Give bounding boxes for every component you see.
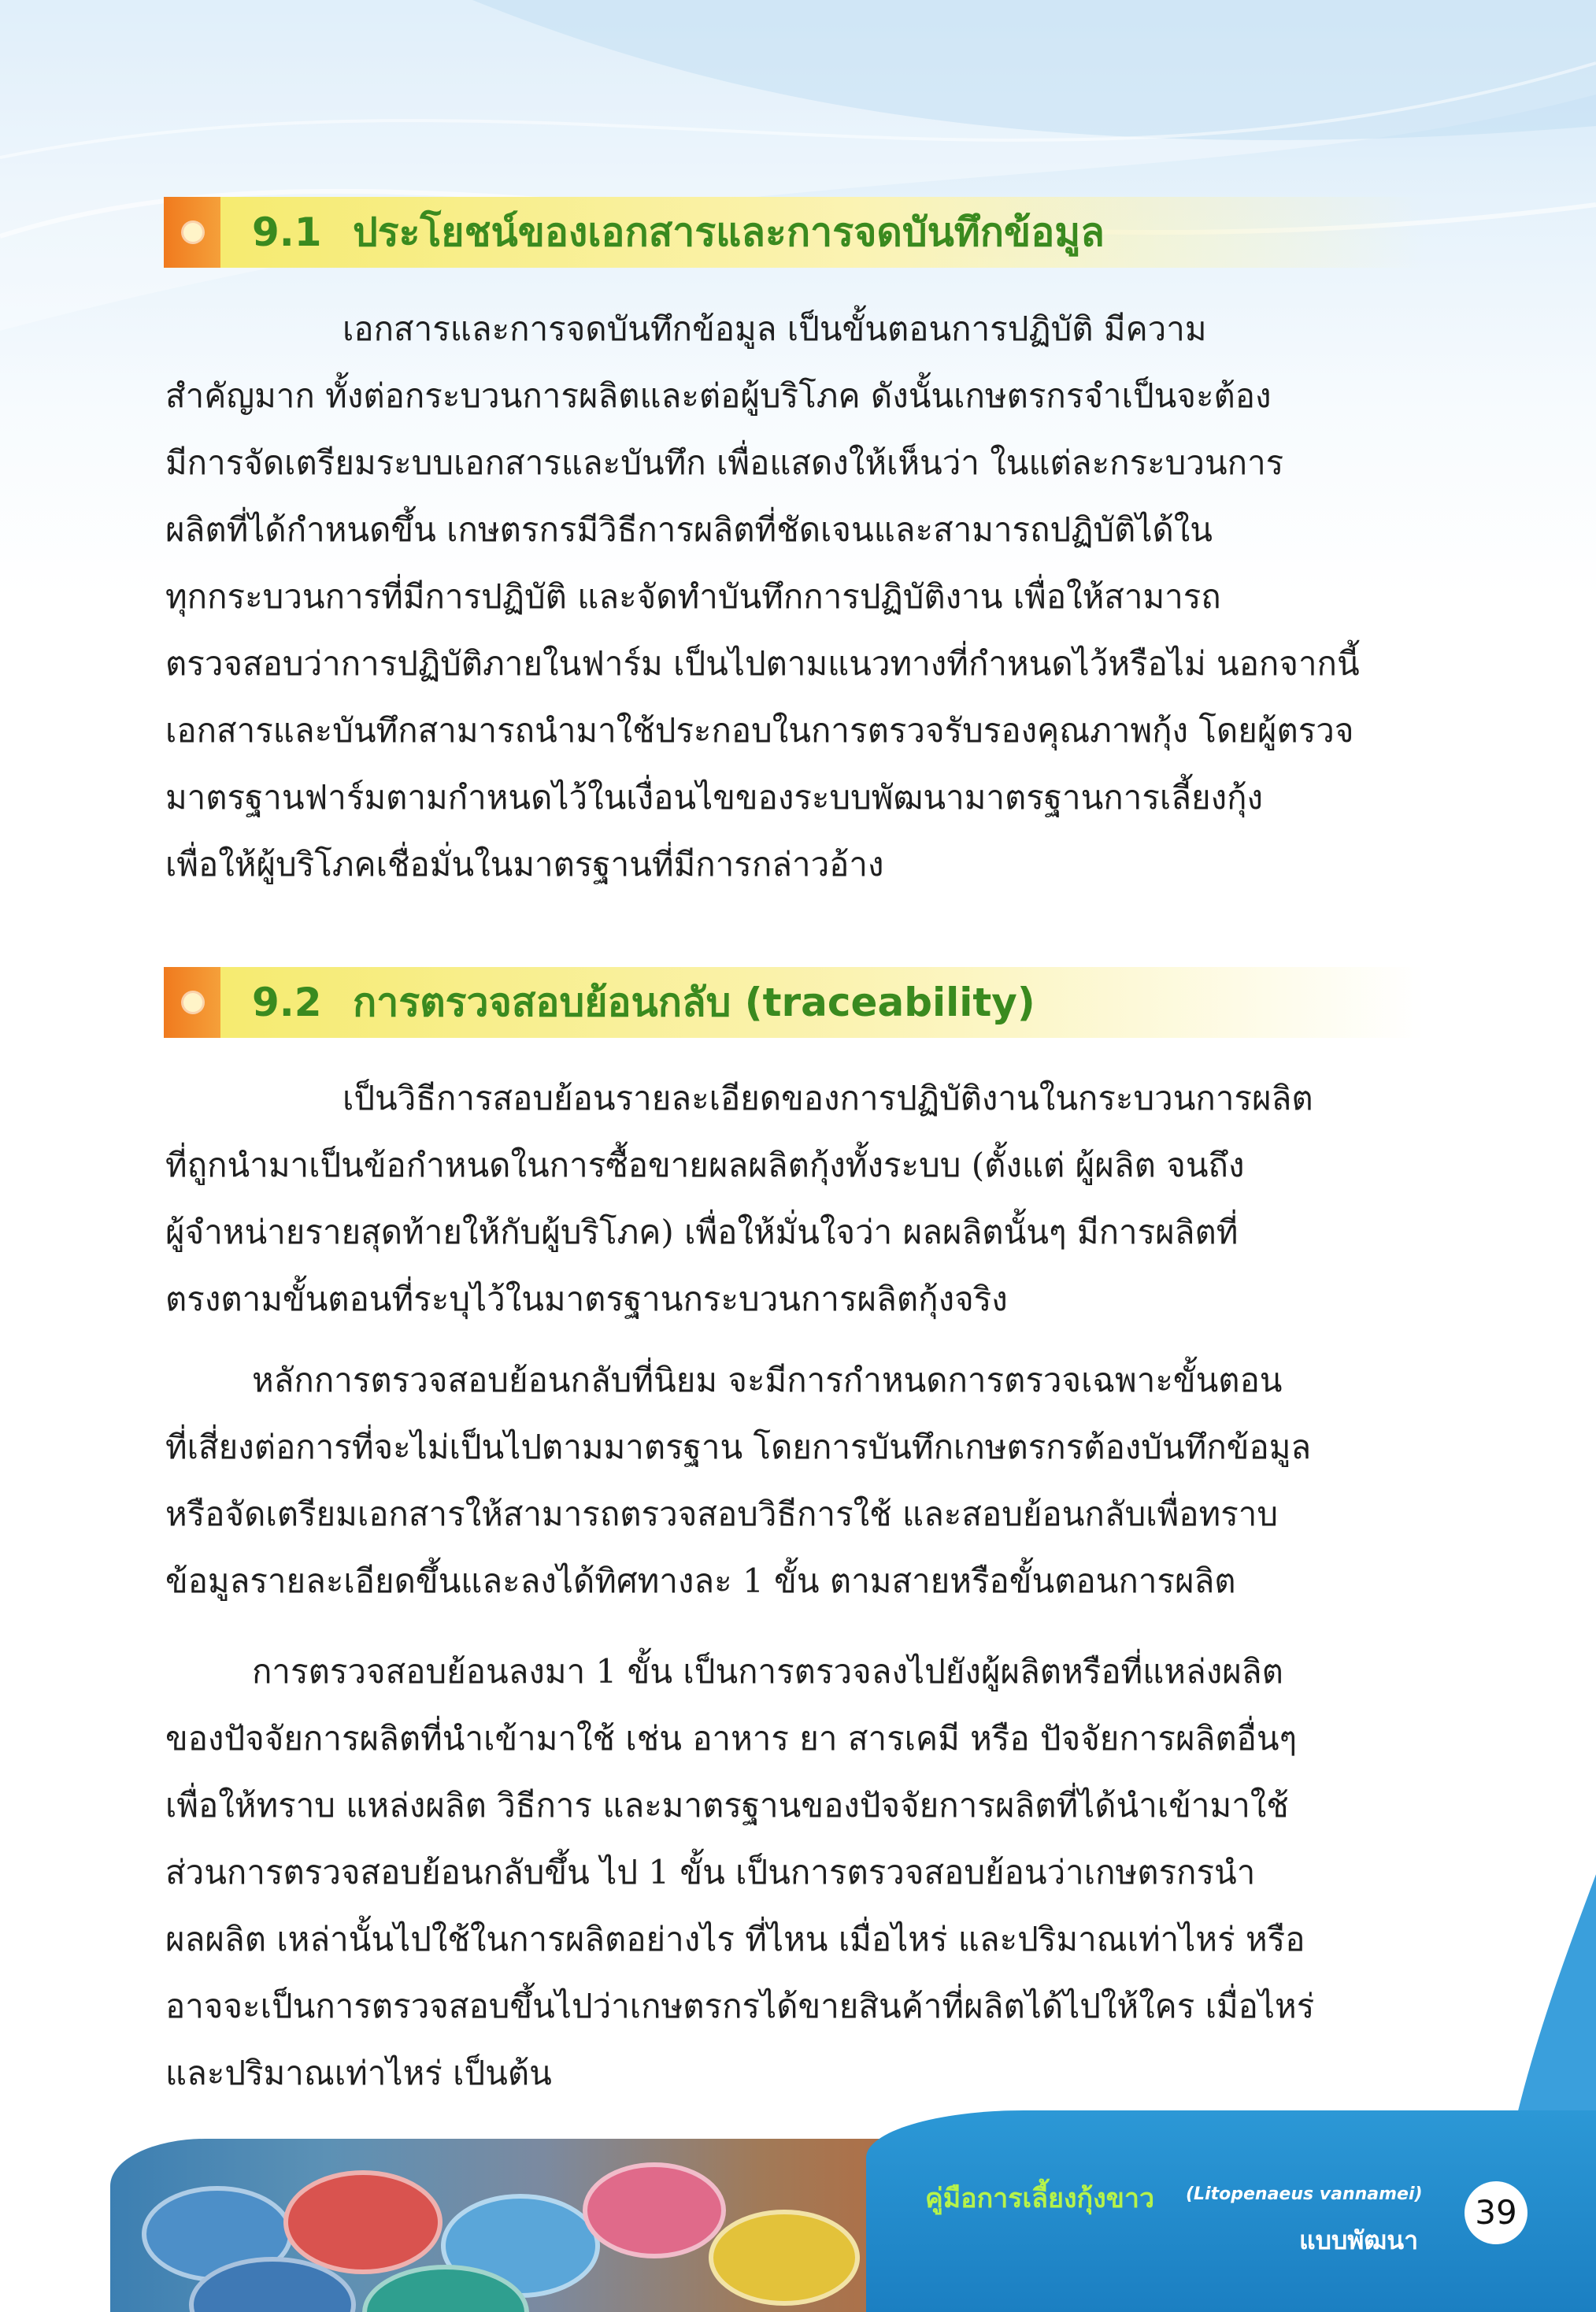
- text-line: ผู้จำหน่ายรายสุดท้ายให้กับผู้บริโภค) เพื่อให้มั่นใจว่า ผลผลิตนั้นๆ มีการผลิตที่: [165, 1213, 1239, 1251]
- text-line: ของปัจจัยการผลิตที่นำเข้ามาใช้ เช่น อาหาร ยา สารเคมี หรือ ปัจจัยการผลิตอื่นๆ: [165, 1719, 1298, 1758]
- section-title: การตรวจสอบย้อนกลับ (traceability): [353, 980, 1035, 1025]
- text-line: มาตรฐานฟาร์มตามกำหนดไว้ในเงื่อนไขของระบบพัฒนามาตรฐานการเลี้ยงกุ้ง: [165, 778, 1264, 817]
- page-number: 39: [1465, 2181, 1527, 2244]
- text-line: เพื่อให้ผู้บริโภคเชื่อมั่นในมาตรฐานที่มีการกล่าวอ้าง: [165, 845, 884, 884]
- page-footer: [0, 2110, 1596, 2312]
- text-line: ที่เสี่ยงต่อการที่จะไม่เป็นไปตามมาตรฐาน โดยการบันทึกเกษตรกรต้องบันทึกข้อมูล: [165, 1428, 1312, 1466]
- text-line: มีการจัดเตรียมระบบเอกสารและบันทึก เพื่อแสดงให้เห็นว่า ในแต่ละกระบวนการ: [165, 443, 1284, 482]
- text-line: และปริมาณเท่าไหร่ เป็นต้น: [165, 2054, 552, 2092]
- text-line: เอกสารและการจดบันทึกข้อมูล เป็นขั้นตอนการปฏิบัติ มีความ: [343, 309, 1207, 348]
- text-line: สำคัญมาก ทั้งต่อกระบวนการผลิตและต่อผู้บริโภค ดังนั้นเกษตรกรจำเป็นจะต้อง: [165, 376, 1272, 415]
- text-line: ที่ถูกนำมาเป็นข้อกำหนดในการซื้อขายผลผลิตกุ้งทั้งระบบ (ตั้งแต่ ผู้ผลิต จนถึง: [165, 1146, 1245, 1184]
- species-latin-name: (Litopenaeus vannamei): [1186, 2184, 1423, 2204]
- text-line: ผลิตที่ได้กำหนดขึ้น เกษตรกรมีวิธีการผลิตที่ชัดเจนและสามารถปฏิบัติได้ใน: [165, 510, 1213, 549]
- text-line: ข้อมูลรายละเอียดขึ้นและลงได้ทิศทางละ 1 ขั้น ตามสายหรือขั้นตอนการผลิต: [165, 1562, 1236, 1600]
- text-line: หลักการตรวจสอบย้อนกลับที่นิยม จะมีการกำหนดการตรวจเฉพาะขั้นตอน: [252, 1361, 1283, 1399]
- section-2-paragraph-3: [165, 1638, 1441, 2106]
- text-line: ทุกกระบวนการที่มีการปฏิบัติ และจัดทำบันทึกการปฏิบัติงาน เพื่อให้สามารถ: [165, 577, 1221, 616]
- text-line: เพื่อให้ทราบ แหล่งผลิต วิธีการ และมาตรฐานของปัจจัยการผลิตที่ได้นำเข้ามาใช้: [165, 1786, 1289, 1825]
- shrimp-basket-photo: [110, 2139, 976, 2312]
- section-header-9-1: [164, 197, 1424, 268]
- book-subtitle: แบบพัฒนา: [1299, 2225, 1419, 2255]
- section-2-paragraph-2: [165, 1347, 1441, 1614]
- bullet-dot-icon: [183, 223, 202, 242]
- section-title: ประโยชน์ของเอกสารและการจดบันทึกข้อมูล: [353, 209, 1105, 255]
- section-number: 9.2: [252, 980, 322, 1025]
- text-line: เอกสารและบันทึกสามารถนำมาใช้ประกอบในการตรวจรับรองคุณภาพกุ้ง โดยผู้ตรวจ: [165, 711, 1354, 750]
- text-line: ส่วนการตรวจสอบย้อนกลับขึ้น ไป 1 ขั้น เป็นการตรวจสอบย้อนว่าเกษตรกรนำ: [165, 1853, 1256, 1891]
- text-line: เป็นวิธีการสอบย้อนรายละเอียดของการปฏิบัติงานในกระบวนการผลิต: [343, 1079, 1313, 1117]
- text-line: การตรวจสอบย้อนลงมา 1 ขั้น เป็นการตรวจลงไปยังผู้ผลิตหรือที่แหล่งผลิต: [252, 1652, 1283, 1691]
- section-1-paragraph: [165, 295, 1441, 898]
- text-line: ตรวจสอบว่าการปฏิบัติภายในฟาร์ม เป็นไปตามแนวทางที่กำหนดไว้หรือไม่ นอกจากนี้: [165, 644, 1360, 683]
- text-line: ผลผลิต เหล่านั้นไปใช้ในการผลิตอย่างไร ที่ไหน เมื่อไหร่ และปริมาณเท่าไหร่ หรือ: [165, 1920, 1305, 1958]
- section-header-9-2: [164, 967, 1424, 1038]
- text-line: หรือจัดเตรียมเอกสารให้สามารถตรวจสอบวิธีการใช้ และสอบย้อนกลับเพื่อทราบ: [165, 1495, 1279, 1533]
- section-number: 9.1: [252, 209, 322, 255]
- text-line: ตรงตามขั้นตอนที่ระบุไว้ในมาตรฐานกระบวนการผลิตกุ้งจริง: [165, 1280, 1008, 1318]
- bullet-dot-icon: [183, 993, 202, 1012]
- book-title: คู่มือการเลี้ยงกุ้งขาว: [925, 2183, 1155, 2214]
- text-line: อาจจะเป็นการตรวจสอบขึ้นไปว่าเกษตรกรได้ขายสินค้าที่ผลิตได้ไปให้ใคร เมื่อไหร่: [165, 1987, 1315, 2025]
- section-2-paragraph-1: [165, 1065, 1441, 1332]
